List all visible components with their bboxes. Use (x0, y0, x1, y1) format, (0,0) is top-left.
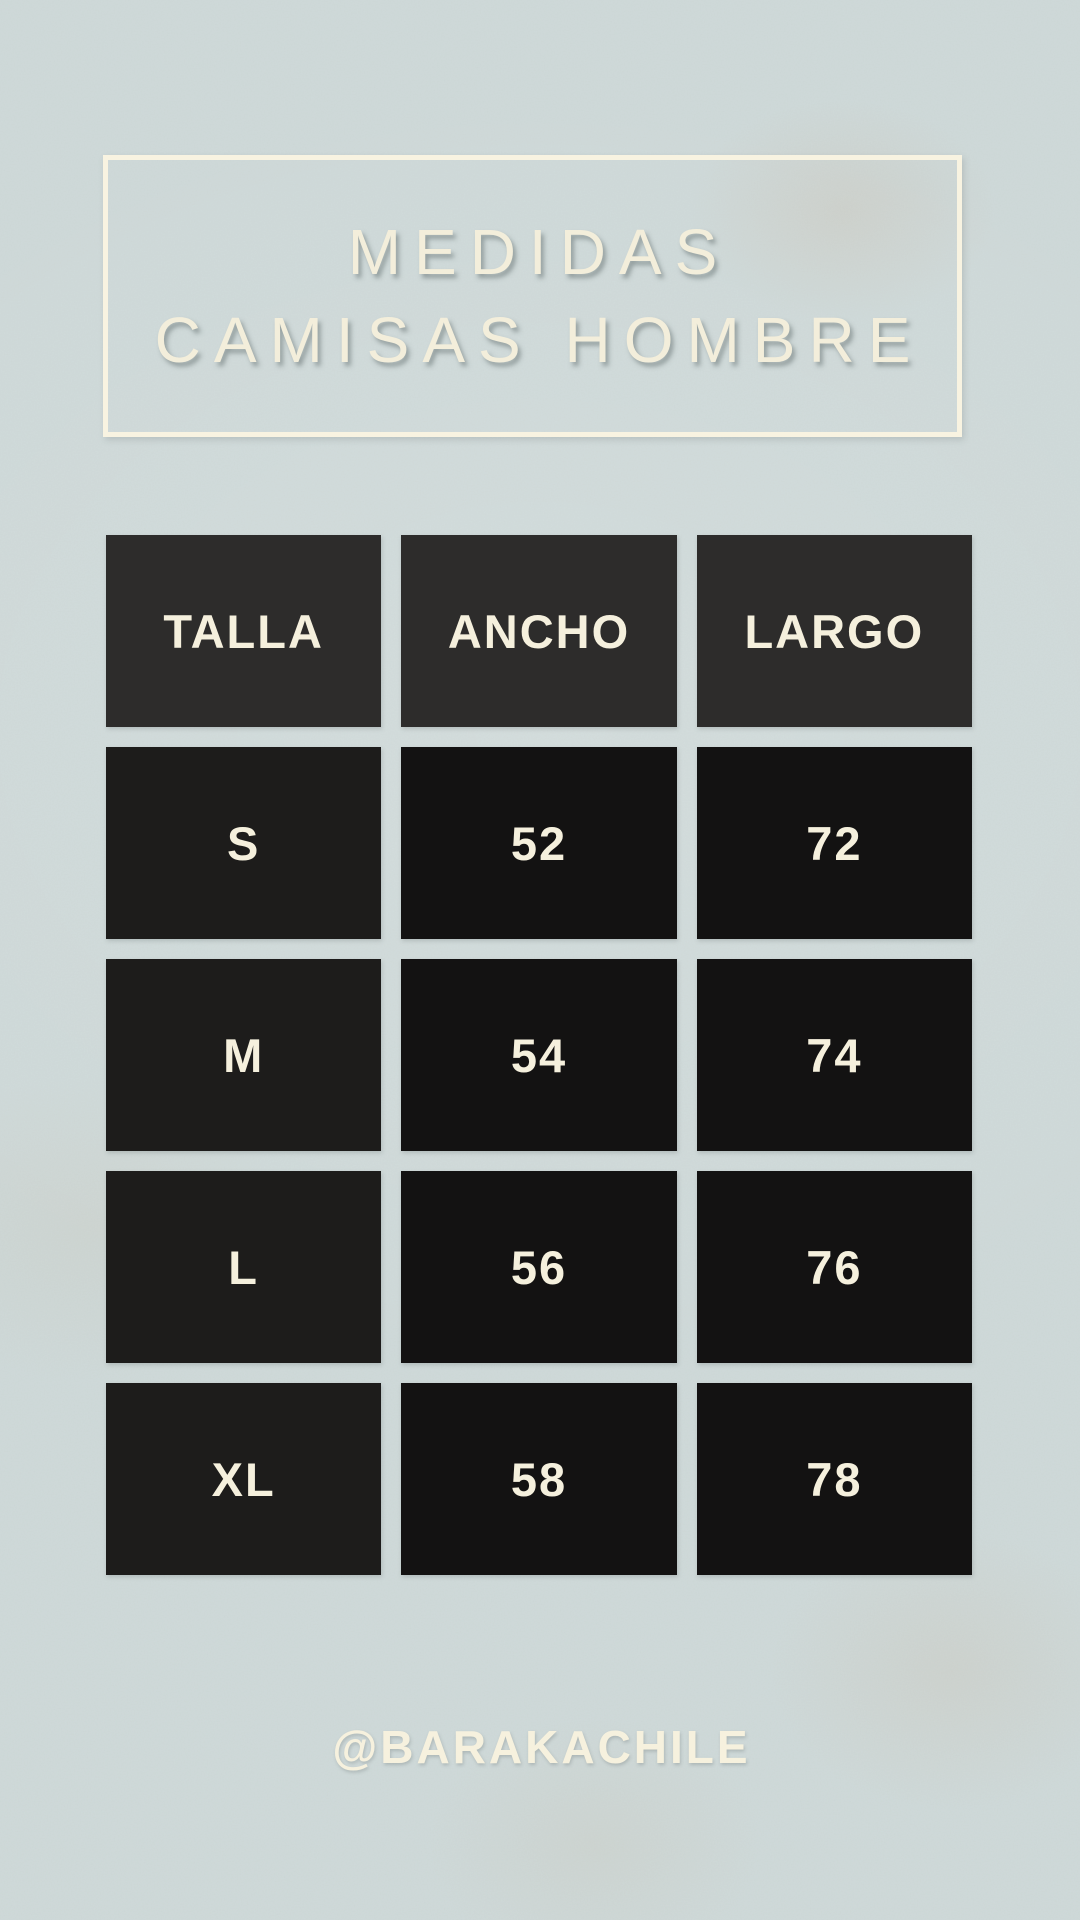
cell-ancho-m: 54 (401, 959, 676, 1151)
cell-ancho-xl: 58 (401, 1383, 676, 1575)
cell-ancho-s: 52 (401, 747, 676, 939)
cell-size-l: L (106, 1171, 381, 1363)
cell-size-m: M (106, 959, 381, 1151)
cell-size-xl: XL (106, 1383, 381, 1575)
header-cell-ancho: ANCHO (401, 535, 676, 727)
header-cell-largo: LARGO (697, 535, 972, 727)
size-table (106, 535, 972, 1575)
cell-largo-xl: 78 (697, 1383, 972, 1575)
title-line-1: MEDIDAS (347, 216, 731, 288)
cell-ancho-l: 56 (401, 1171, 676, 1363)
title-line-2: CAMISAS HOMBRE (154, 304, 924, 376)
instagram-handle: @BARAKACHILE (332, 1721, 751, 1773)
cell-size-s: S (106, 747, 381, 939)
title-frame (103, 155, 962, 437)
cell-largo-m: 74 (697, 959, 972, 1151)
header-cell-talla: TALLA (106, 535, 381, 727)
cell-largo-s: 72 (697, 747, 972, 939)
cell-largo-l: 76 (697, 1171, 972, 1363)
